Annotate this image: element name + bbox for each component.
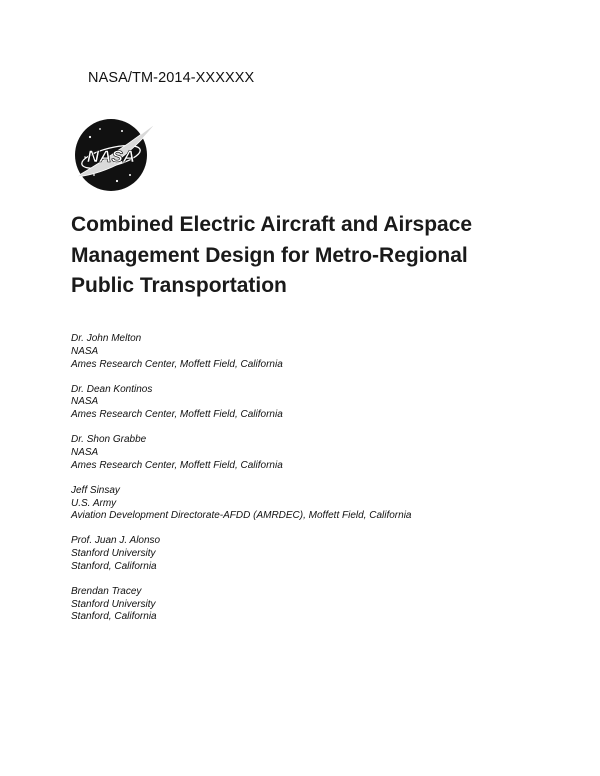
author-block	[71, 384, 551, 422]
document-title	[71, 210, 571, 302]
author-organization: NASA	[71, 446, 99, 458]
author-name: Dr. Shon Grabbe	[71, 434, 147, 446]
author-name: Dr. John Melton	[71, 333, 142, 344]
author-location: Ames Research Center, Moffett Field, California	[71, 459, 283, 471]
author-location: Ames Research Center, Moffett Field, California	[71, 409, 283, 421]
author-location: Stanford, California	[71, 611, 157, 623]
author-name: Brendan Tracey	[71, 585, 142, 597]
author-block	[71, 485, 551, 523]
author-name: Jeff Sinsay	[71, 484, 120, 496]
author-organization: NASA	[71, 396, 99, 408]
author-organization: NASA	[71, 345, 99, 357]
author-list	[71, 333, 551, 636]
author-location: Stanford, California	[71, 560, 157, 572]
author-name: Prof. Juan J. Alonso	[71, 535, 161, 547]
author-organization: Stanford University	[71, 598, 156, 610]
author-location: Ames Research Center, Moffett Field, California	[71, 358, 283, 370]
author-block	[71, 586, 551, 624]
title-line: Public Transportation	[71, 274, 287, 297]
author-location: Aviation Development Directorate-AFDD (AMRDEC), Moffett Field, California	[71, 510, 412, 522]
logo-text: NASA	[86, 147, 136, 166]
author-block	[71, 535, 551, 573]
author-organization: Stanford University	[71, 548, 156, 560]
title-line: Combined Electric Aircraft and Airspace	[71, 213, 473, 236]
author-block	[71, 333, 551, 371]
author-name: Dr. Dean Kontinos	[71, 383, 153, 395]
report-number: NASA/TM-2014-XXXXXX	[88, 70, 255, 86]
author-organization: U.S. Army	[71, 497, 117, 509]
author-block	[71, 434, 551, 472]
title-line: Management Design for Metro-Regional	[71, 243, 468, 267]
nasa-logo-icon	[70, 117, 160, 193]
